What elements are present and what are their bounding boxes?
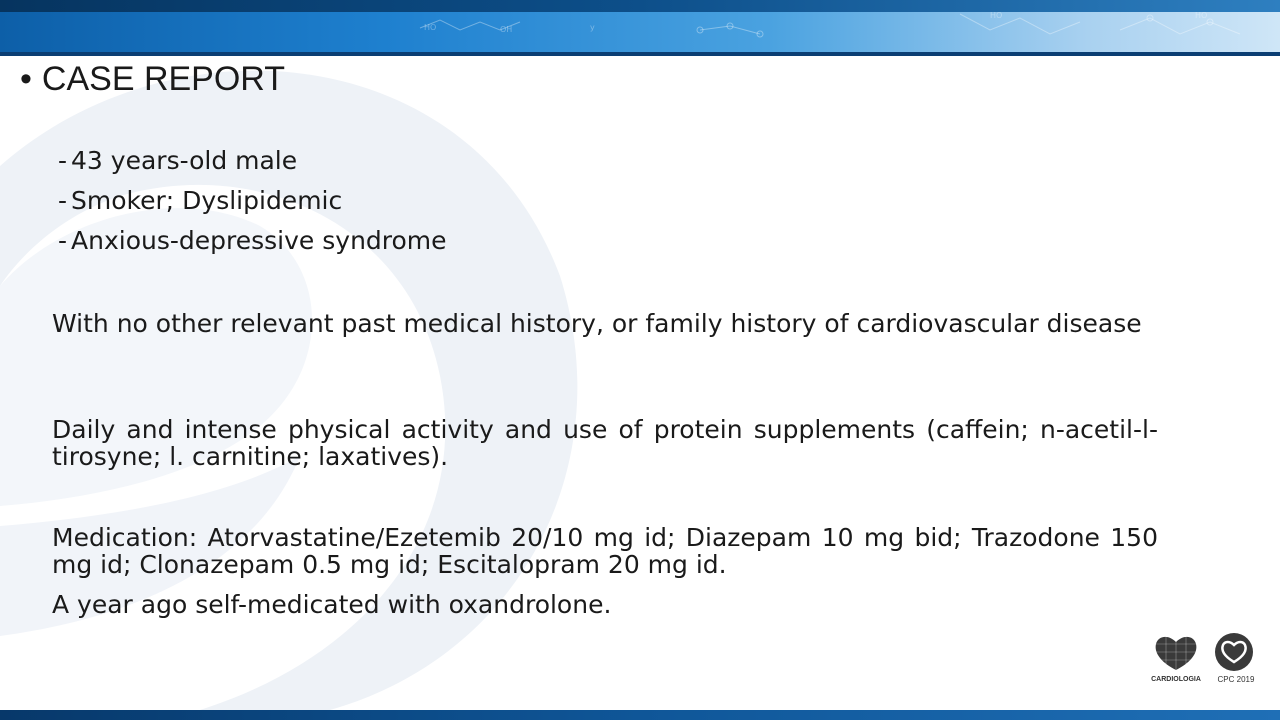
list-dash: - xyxy=(58,186,68,215)
svg-text:HO: HO xyxy=(1195,11,1208,20)
cpc-heart-icon xyxy=(1212,632,1256,672)
list-item-text: Smoker; Dyslipidemic xyxy=(71,186,343,215)
list-item xyxy=(58,183,447,223)
spc-logo-label: CARDIOLOGIA xyxy=(1151,676,1201,683)
bottom-banner xyxy=(0,710,1280,720)
list-item xyxy=(58,143,447,183)
history-paragraph: With no other relevant past medical history, or family history of cardiovascular disease xyxy=(52,309,1142,338)
list-dash: - xyxy=(58,146,68,175)
cpc-logo-label: CPC 2019 xyxy=(1217,675,1255,684)
svg-text:OH: OH xyxy=(500,25,513,34)
medication-paragraph: Medication: Atorvastatine/Ezetemib 20/10 mg id; Diazepam 10 mg bid; Trazodone 150 mg id; Clonazepam 0.5 mg id; Escitalopram 20 mg id. xyxy=(52,523,1158,579)
list-item-text: Anxious-depressive syndrome xyxy=(71,226,447,255)
banner-molecule-decoration xyxy=(0,0,1280,56)
self-medication-paragraph: A year ago self-medicated with oxandrolone. xyxy=(52,590,612,619)
svg-text:HO: HO xyxy=(424,23,437,32)
title-text: CASE REPORT xyxy=(41,60,286,98)
svg-text:y: y xyxy=(590,23,595,32)
spc-logo xyxy=(1150,632,1202,692)
svg-text:HO: HO xyxy=(990,11,1003,20)
list-item-text: 43 years-old male xyxy=(71,146,298,175)
banner-edge-line xyxy=(0,52,1280,56)
logos xyxy=(1150,632,1260,696)
list-item xyxy=(58,223,447,263)
list-dash: - xyxy=(58,226,68,255)
cpc-logo xyxy=(1212,632,1256,692)
activity-paragraph: Daily and intense physical activity and use of protein supplements (caffein; n-acetil-l-tirosyne; l. carnitine; laxatives). xyxy=(52,415,1158,471)
slide-title xyxy=(20,60,285,99)
heart-grid-icon xyxy=(1150,632,1202,674)
title-bullet: • xyxy=(20,60,32,98)
top-banner xyxy=(0,0,1280,56)
patient-summary-list xyxy=(58,143,447,263)
